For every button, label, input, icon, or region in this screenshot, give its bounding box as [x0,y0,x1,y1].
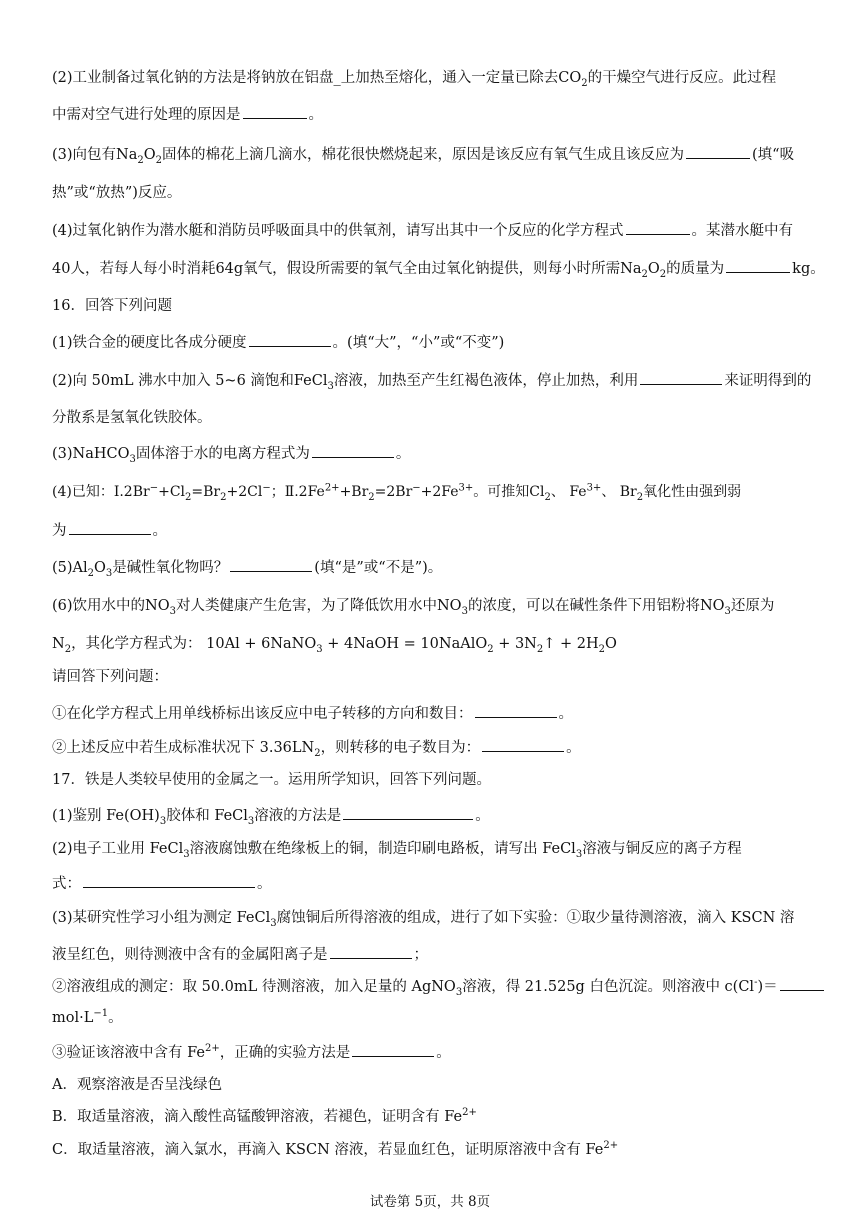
answer-blank[interactable] [352,1042,434,1057]
answer-blank[interactable] [626,220,690,235]
line-q15-2-a: (2)工业制备过氧化钠的方法是将钠放在铝盘_上加热至熔化，通入一定量已除去$CO_2$的干燥空气进行反应。此过程 [52,70,777,89]
line-q16-5: $(5)Al_2O_3$是碱性氧化物吗？ (填“是”或“不是”)。 [52,557,820,578]
answer-blank[interactable] [249,332,331,347]
line-q17-3-a: (3)某研究性学习小组为测定 FeCl$_3$腐蚀铜后所得溶液的组成，进行了如下实验：①取少量待测溶液，滴入 KSCN 溶 [52,910,795,929]
line-q17-3-e: ③验证该溶液中含有 $Fe^{2+}$，正确的实验方法是 。 [52,1043,451,1061]
option-a: A．观察溶液是否呈浅绿色 [52,1077,222,1093]
page-footer: 试卷第 5页，共 8页 [369,1194,491,1210]
answer-blank[interactable] [330,944,412,959]
line-q17-1: (1)鉴别 $Fe(OH)_3$胶体和 FeCl$_3$溶液的方法是 。 [52,805,820,826]
line-q15-3-a: (3)向包有$Na_2O_2$固体的棉花上滴几滴水，棉花很快燃烧起来，原因是该反应有氧气生成且该反应为 (填“吸 [52,144,820,165]
line-q17-3-d: $mol\cdot L^{-1}$。 [52,1008,123,1026]
line-q16-4-b: 为 。 [52,520,820,541]
answer-blank[interactable] [475,703,557,718]
answer-blank[interactable] [243,104,307,119]
line-q16-3: (3)NaHCO$_3$固体溶于水的电离方程式为 。 [52,443,820,464]
line-q16-6-b: $N_2$，其化学方程式为： 10Al + 6NaNO$_3$ + 4NaOH = 10NaAlO$_2$ + $3N_2↑ + 2H_2O$ [52,636,617,655]
answer-blank[interactable] [726,258,790,273]
line-q16-2-b: 分散系是氢氧化铁胶体。 [52,410,212,426]
line-q16-4-a: (4)已知：$Ⅰ.2Br^-+Cl_2=Br_2+2Cl^-$；$Ⅱ.2Fe^{2+}+Br_2=2Br^-+2Fe^{3+}$。可推知$Cl_2$、 $Fe^{3+}$、 $Br_2$氧化性由强到弱 [52,482,742,503]
option-c: C．取适量溶液，滴入氯水，再滴入 KSCN 溶液，若显血红色，证明原溶液中含有 $Fe^{2+}$ [52,1140,619,1158]
line-q15-4-a: (4)过氧化钠作为潜水艇和消防员呼吸面具中的供氧剂，请写出其中一个反应的化学方程式 。某潜水艇中有 [52,220,820,241]
line-q16-6-e: ②上述反应中若生成标准状况下 $3.36LN_2$，则转移的电子数目为： 。 [52,737,820,758]
line-q15-4-b: 40人，若每人每小时消耗64g氧气，假设所需要的氧气全由过氧化钠提供，则每小时所需$Na_2O_2$的质量为 kg。 [52,258,820,279]
answer-blank[interactable] [640,370,722,385]
answer-blank[interactable] [69,520,151,535]
line-q17-3-c: ②溶液组成的测定：取 50.0mL 待测溶液，加入足量的 AgNO$_3$溶液，得 21.525g 白色沉淀。则溶液中 c(Cl-)＝ [52,976,820,997]
answer-blank[interactable] [482,737,564,752]
line-q15-3-b: 热”或“放热”)反应。 [52,185,182,201]
line-q17-2-b: 式： 。 [52,873,820,894]
line-q16-2-a: (2)向 50mL 沸水中加入 5~6 滴饱和FeCl$_3$溶液，加热至产生红褐色液体，停止加热，利用 来证明得到的 [52,370,820,391]
line-q16-6-a: (6)饮用水中的$NO_3$对人类健康产生危害，为了降低饮用水中$NO_3$的浓度，可以在碱性条件下用铝粉将$NO_3$还原为 [52,598,775,617]
answer-blank[interactable] [780,976,824,991]
question-17-title: 17．铁是人类较早使用的金属之一。运用所学知识，回答下列问题。 [52,772,491,788]
answer-blank[interactable] [230,557,312,572]
line-q16-6-d: ①在化学方程式上用单线桥标出该反应中电子转移的方向和数目： 。 [52,703,820,724]
answer-blank[interactable] [83,873,255,888]
answer-blank[interactable] [686,144,750,159]
line-q17-2-a: (2)电子工业用 FeCl$_3$溶液腐蚀敷在绝缘板上的铜，制造印刷电路板，请写出 FeCl$_3$溶液与铜反应的离子方程 [52,841,742,860]
line-q15-2-b: 中需对空气进行处理的原因是 。 [52,104,820,125]
line-q17-3-b: 液呈红色，则待测液中含有的金属阳离子是 ； [52,944,820,965]
line-q16-1: (1)铁合金的硬度比各成分硬度 。(填“大”，“小”或“不变”) [52,332,820,353]
option-b: B．取适量溶液，滴入酸性高锰酸钾溶液，若褪色，证明含有 $Fe^{2+}$ [52,1107,477,1125]
question-16-title: 16．回答下列问题 [52,298,172,314]
line-q16-6-c: 请回答下列问题： [52,669,168,685]
answer-blank[interactable] [343,805,473,820]
answer-blank[interactable] [312,443,394,458]
